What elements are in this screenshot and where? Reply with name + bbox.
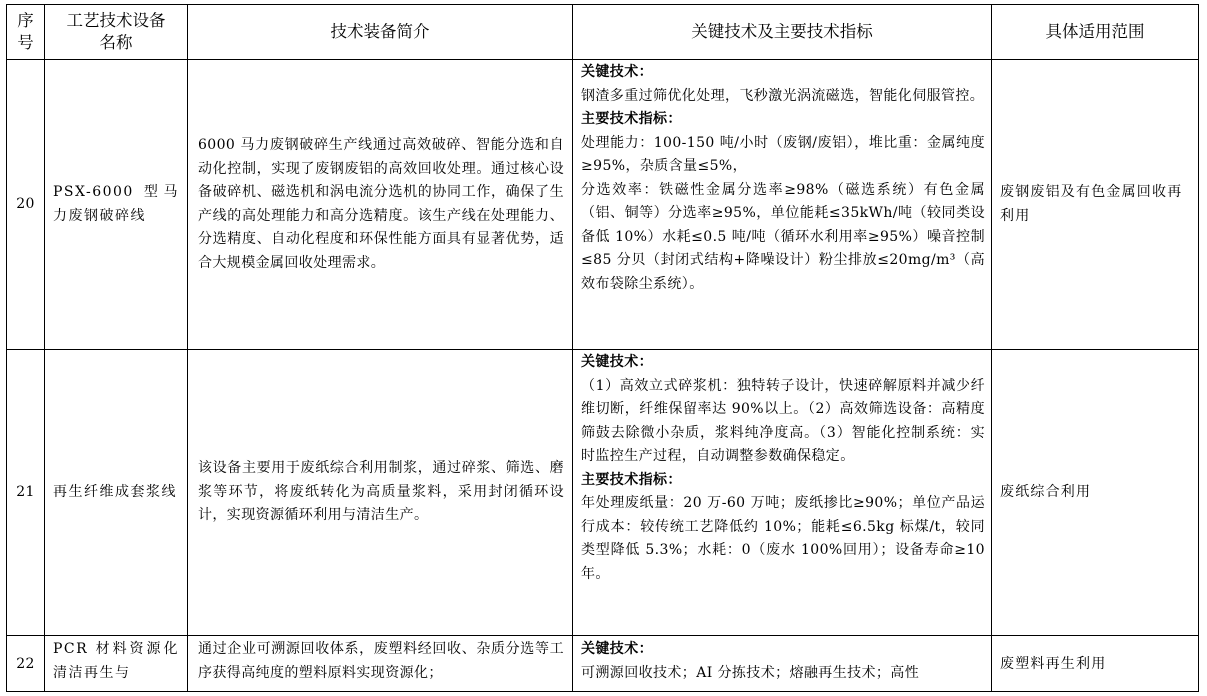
application-scope: 废钢废铝及有色金属回收再利用 [992,60,1199,350]
equipment-name: 再生纤维成套浆线 [45,350,188,636]
tech-indicators [573,636,992,692]
key-tech-text: 钢渣多重过筛优化处理，飞秒激光涡流磁选，智能化伺服管控。 [581,87,985,104]
main-index-label: 主要技术指标： [581,111,682,127]
row-number: 20 [7,60,45,350]
application-scope: 废纸综合利用 [992,350,1199,636]
main-index-text: 分选效率：铁磁性金属分选率≥98%（磁选系统）有色金属（铝、铜等）分选率≥95%，单位能耗≤35kWh/吨（较同类设备低 10%）水耗≤0.5 吨/吨（循环水利用率≥95%）噪音控制≤85 分贝（封闭式结构+降噪设计）粉尘排放≤20mg/m³（高效布袋除尘系统）。 [581,181,985,292]
equipment-name: PCR 材料资源化清洁再生与 [45,636,188,692]
main-index-label: 主要技术指标： [581,471,682,488]
table-row [7,60,1199,350]
key-tech-label: 关键技术： [581,641,653,657]
tech-indicators [573,60,992,350]
equipment-intro: 6000 马力废钢破碎生产线通过高效破碎、智能分选和自动化控制，实现了废钢废铝的高效回收处理。通过核心设备破碎机、磁选机和涡电流分选机的协同工作，确保了生产线的高处理能力和高分选精度。该生产线在处理能力、分选精度、自动化程度和环保性能方面具有显著优势，适合大规模金属回收处理需求。 [188,60,573,350]
equipment-table [6,4,1199,692]
table-header-row [7,5,1199,60]
header-scope: 具体适用范围 [992,5,1199,60]
key-tech-label: 关键技术： [581,64,653,80]
application-scope: 废塑料再生利用 [992,636,1199,692]
table-row [7,350,1199,636]
header-seq: 序号 [7,5,45,60]
key-tech-text: 可溯源回收技术；AI 分拣技术；熔融再生技术；高性 [581,664,920,681]
tech-indicators [573,350,992,636]
main-index-text: 处理能力：100-150 吨/小时（废钢/废铝），堆比重：金属纯度≥95%，杂质含量≤5%， [581,134,985,174]
key-tech-text: （1）高效立式碎浆机：独特转子设计，快速碎解原料并减少纤维切断，纤维保留率达 90%以上。（2）高效筛选设备：高精度筛鼓去除微小杂质，浆料纯净度高。（3）智能化控制系统：实时监控生产过程，自动调整参数确保稳定。 [581,377,985,464]
equipment-intro: 通过企业可溯源回收体系，废塑料经回收、杂质分选等工序获得高纯度的塑料原料实现资源化； [188,636,573,692]
main-index-text: 年处理废纸量：20 万-60 万吨；废纸掺比≥90%；单位产品运行成本：较传统工艺降低约 10%；能耗≤6.5kg 标煤/t，较同类型降低 5.3%；水耗：0（废水 100%回用）；设备寿命≥10 年。 [581,495,985,582]
row-number: 21 [7,350,45,636]
header-name: 工艺技术设备名称 [45,5,188,60]
key-tech-label: 关键技术： [581,354,653,370]
equipment-intro: 该设备主要用于废纸综合利用制浆，通过碎浆、筛选、磨浆等环节，将废纸转化为高质量浆料，采用封闭循环设计，实现资源循环利用与清洁生产。 [188,350,573,636]
row-number: 22 [7,636,45,692]
equipment-name: PSX-6000 型马力废钢破碎线 [45,60,188,350]
table-row [7,636,1199,692]
header-tech: 关键技术及主要技术指标 [573,5,992,60]
header-intro: 技术装备简介 [188,5,573,60]
